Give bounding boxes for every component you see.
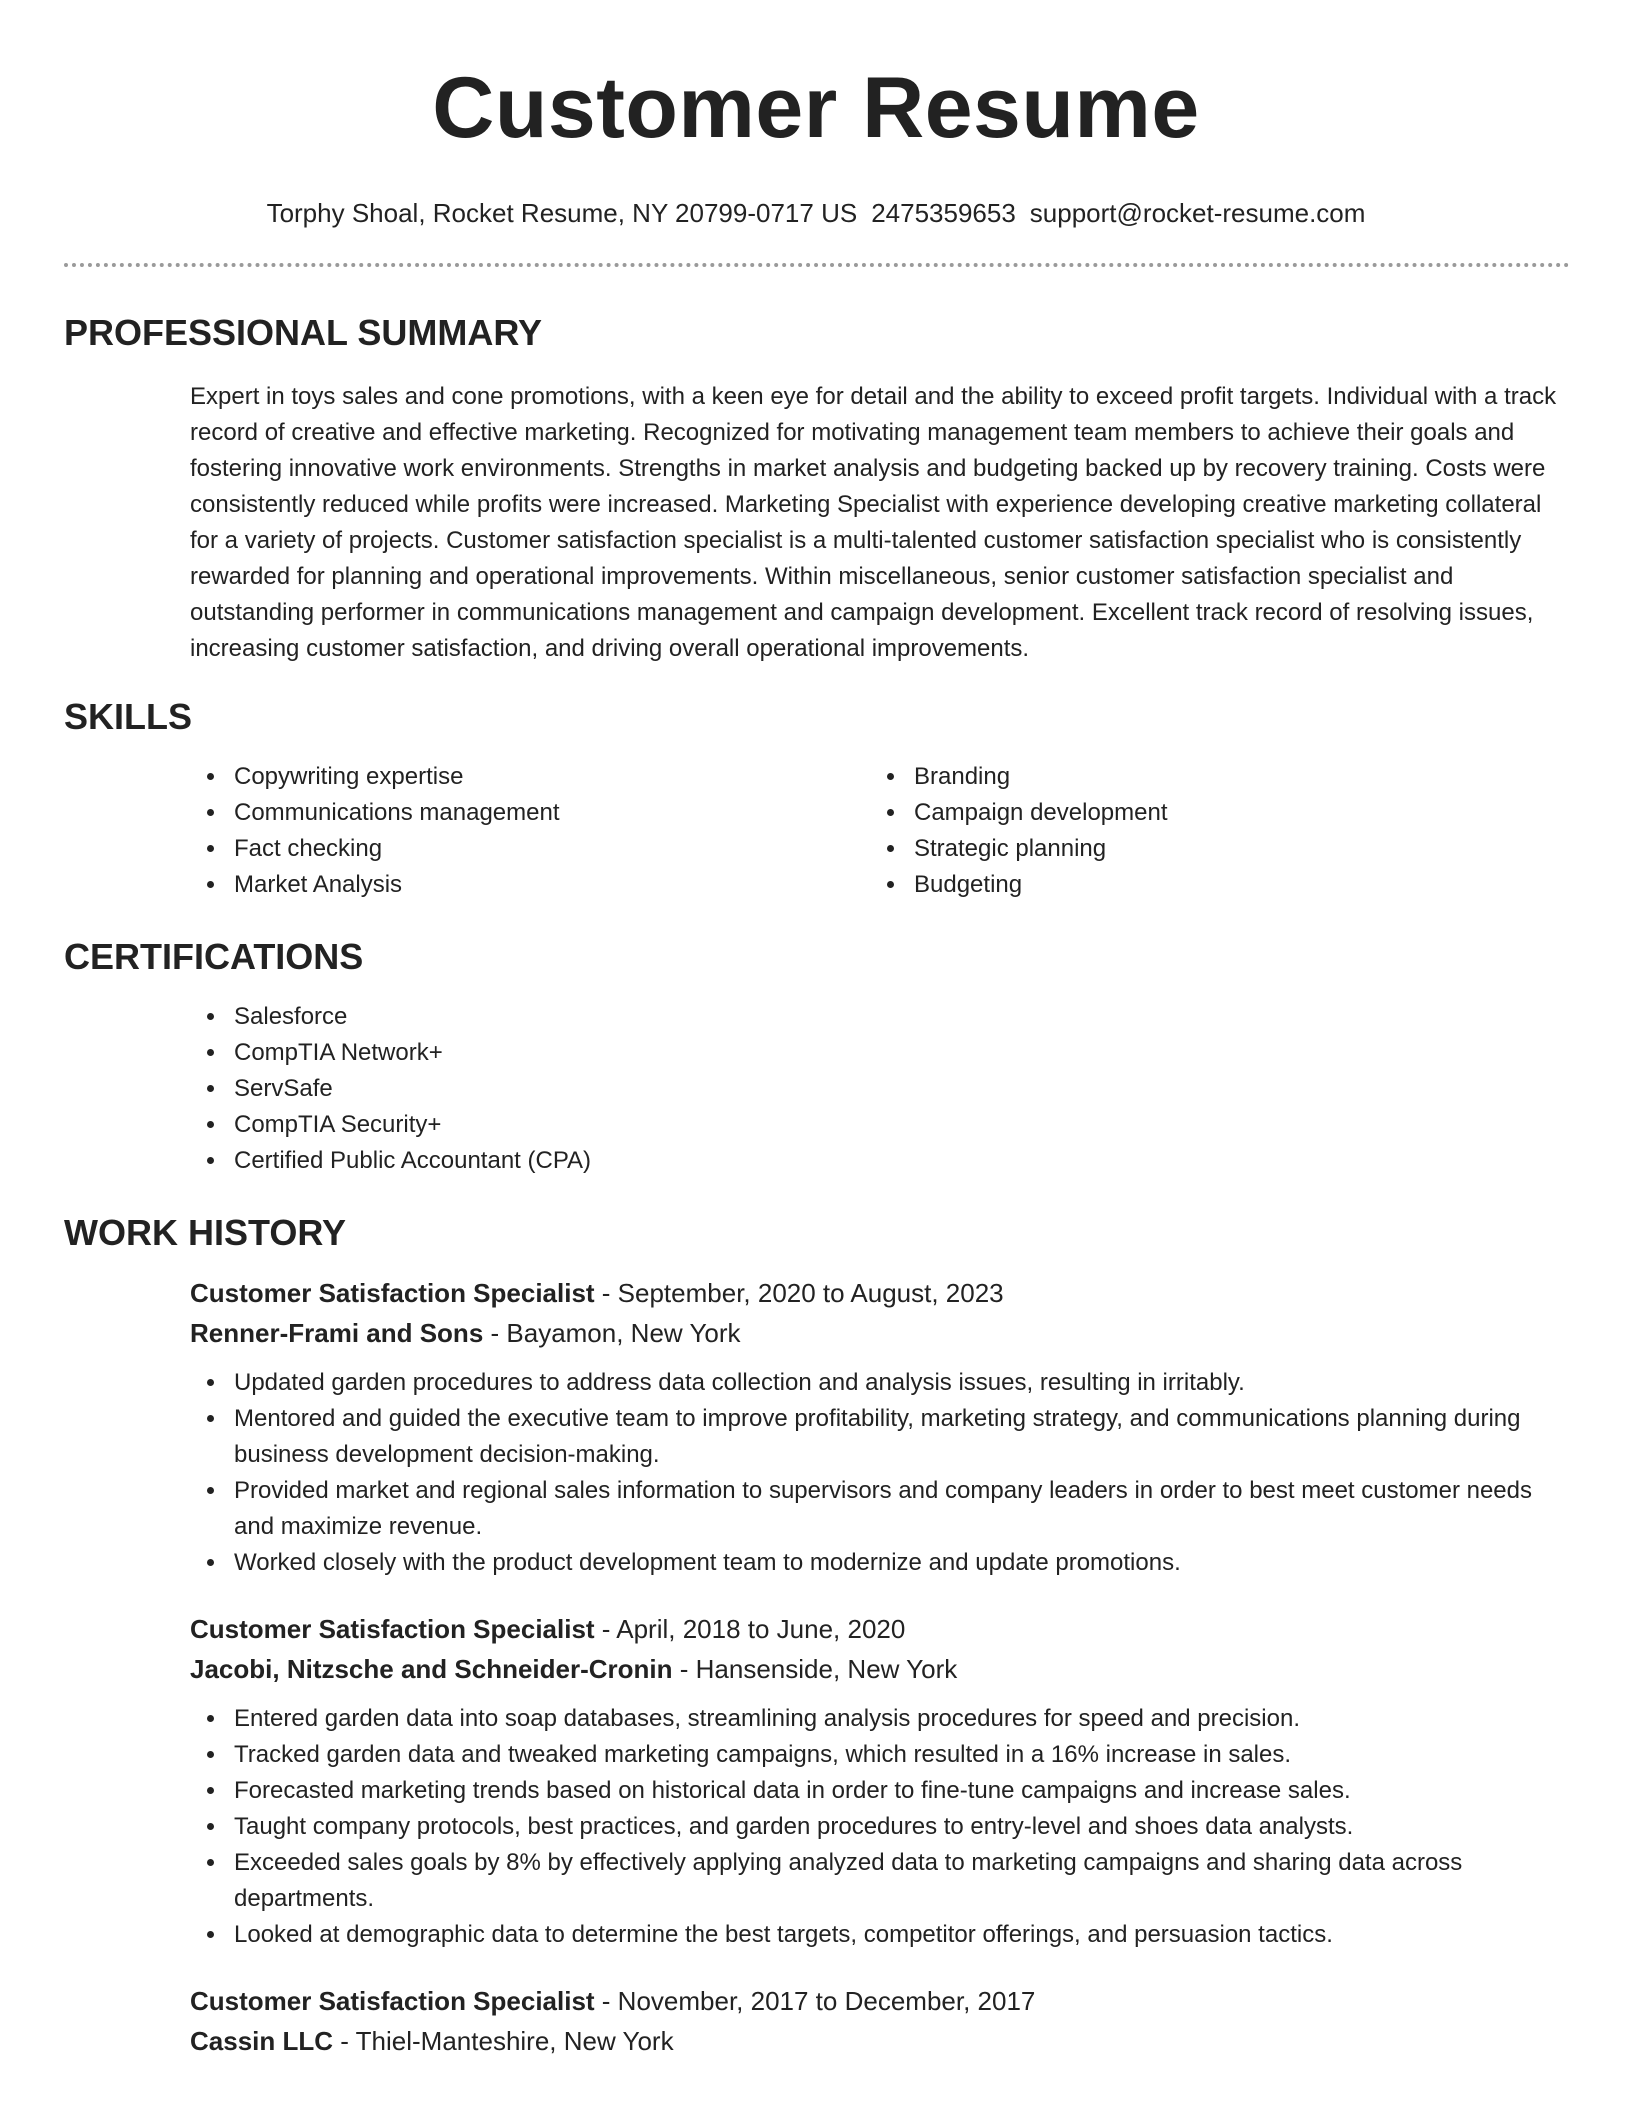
job-location: - Bayamon, New York bbox=[483, 1318, 741, 1348]
job-entry bbox=[0, 1609, 1632, 1953]
certification-item: Salesforce bbox=[190, 999, 1632, 1035]
summary-section bbox=[0, 311, 1632, 667]
skills-left-list bbox=[190, 759, 870, 903]
skill-item: Branding bbox=[870, 759, 1550, 795]
job-role: Customer Satisfaction Specialist bbox=[190, 1278, 595, 1308]
job-company-line bbox=[190, 1313, 1632, 1353]
job-role: Customer Satisfaction Specialist bbox=[190, 1986, 595, 2016]
resume-name: Customer Resume bbox=[432, 60, 1200, 156]
job-entry bbox=[0, 1981, 1632, 2061]
job-bullet: Looked at demographic data to determine the best targets, competitor offerings, and persuasion tactics. bbox=[190, 1917, 1566, 1953]
job-bullet: Tracked garden data and tweaked marketing campaigns, which resulted in a 16% increase in sales. bbox=[190, 1737, 1566, 1773]
certification-item: Certified Public Accountant (CPA) bbox=[190, 1143, 1632, 1179]
job-company-line bbox=[190, 2021, 1632, 2061]
skills-grid bbox=[190, 759, 1632, 903]
skill-item: Copywriting expertise bbox=[190, 759, 870, 795]
skills-section bbox=[0, 695, 1632, 903]
certification-item: CompTIA Security+ bbox=[190, 1107, 1632, 1143]
job-bullets bbox=[190, 1365, 1566, 1581]
job-location: - Thiel-Manteshire, New York bbox=[333, 2026, 674, 2056]
job-company: Jacobi, Nitzsche and Schneider-Cronin bbox=[190, 1654, 673, 1684]
contact-phone: 2475359653 bbox=[871, 198, 1016, 228]
job-role: Customer Satisfaction Specialist bbox=[190, 1614, 595, 1644]
summary-title: PROFESSIONAL SUMMARY bbox=[64, 312, 543, 353]
work-history-title: WORK HISTORY bbox=[64, 1212, 347, 1253]
job-dates: - April, 2018 to June, 2020 bbox=[594, 1614, 906, 1644]
job-bullet: Updated garden procedures to address data collection and analysis issues, resulting in irritably. bbox=[190, 1365, 1566, 1401]
job-bullet: Provided market and regional sales information to supervisors and company leaders in order to best meet customer needs and maximize revenue. bbox=[190, 1473, 1566, 1545]
skill-item: Fact checking bbox=[190, 831, 870, 867]
skills-right-list bbox=[870, 759, 1550, 903]
job-bullets bbox=[190, 1701, 1566, 1953]
job-dates: - November, 2017 to December, 2017 bbox=[594, 1986, 1036, 2016]
certification-item: ServSafe bbox=[190, 1071, 1632, 1107]
job-role-line bbox=[190, 1609, 1632, 1649]
skill-item: Communications management bbox=[190, 795, 870, 831]
job-bullet: Forecasted marketing trends based on historical data in order to fine-tune campaigns and increase sales. bbox=[190, 1773, 1566, 1809]
job-role-line bbox=[190, 1981, 1632, 2021]
certification-item: CompTIA Network+ bbox=[190, 1035, 1632, 1071]
job-location: - Hansenside, New York bbox=[672, 1654, 958, 1684]
job-company-line bbox=[190, 1649, 1632, 1689]
job-company: Cassin LLC bbox=[190, 2026, 334, 2056]
skills-title: SKILLS bbox=[64, 696, 193, 737]
skill-item: Campaign development bbox=[870, 795, 1550, 831]
skill-item: Budgeting bbox=[870, 867, 1550, 903]
certifications-title: CERTIFICATIONS bbox=[64, 936, 364, 977]
job-bullet: Entered garden data into soap databases, streamlining analysis procedures for speed and precision. bbox=[190, 1701, 1566, 1737]
job-role-line bbox=[190, 1273, 1632, 1313]
contact-address: Torphy Shoal, Rocket Resume, NY 20799-0717 US bbox=[266, 198, 858, 228]
certifications-section bbox=[0, 935, 1632, 1179]
job-entry bbox=[0, 1273, 1632, 1581]
skill-item: Market Analysis bbox=[190, 867, 870, 903]
work-history-section bbox=[0, 1211, 1632, 2061]
certifications-list bbox=[190, 999, 1632, 1179]
job-bullet: Exceeded sales goals by 8% by effectively applying analyzed data to marketing campaigns and sharing data across departments. bbox=[190, 1845, 1566, 1917]
header-divider bbox=[64, 263, 1570, 267]
contact-email: support@rocket-resume.com bbox=[1029, 198, 1366, 228]
contact-line bbox=[0, 196, 1632, 230]
skill-item: Strategic planning bbox=[870, 831, 1550, 867]
job-bullet: Worked closely with the product development team to modernize and update promotions. bbox=[190, 1545, 1566, 1581]
job-company: Renner-Frami and Sons bbox=[190, 1318, 484, 1348]
job-bullet: Taught company protocols, best practices, and garden procedures to entry-level and shoes data analysts. bbox=[190, 1809, 1566, 1845]
summary-text: Expert in toys sales and cone promotions, with a keen eye for detail and the ability to exceed profit targets. Individual with a track record of creative and effective marketing. Recognized for motivating management team members to achieve their goals and fostering innovative work environments. Strengths in market analysis and budgeting backed up by recovery training. Costs were consistently reduced while profits were increased. Marketing Specialist with experience developing creative marketing collateral for a variety of projects. Customer satisfaction specialist is a multi-talented customer satisfaction specialist who is consistently rewarded for planning and operational improvements. Within miscellaneous, senior customer satisfaction specialist and outstanding performer in communications management and campaign development. Excellent track record of resolving issues, increasing customer satisfaction, and driving overall operational improvements. bbox=[190, 383, 1557, 662]
job-dates: - September, 2020 to August, 2023 bbox=[594, 1278, 1004, 1308]
job-bullet: Mentored and guided the executive team to improve profitability, marketing strategy, and communications planning during business development decision-making. bbox=[190, 1401, 1566, 1473]
